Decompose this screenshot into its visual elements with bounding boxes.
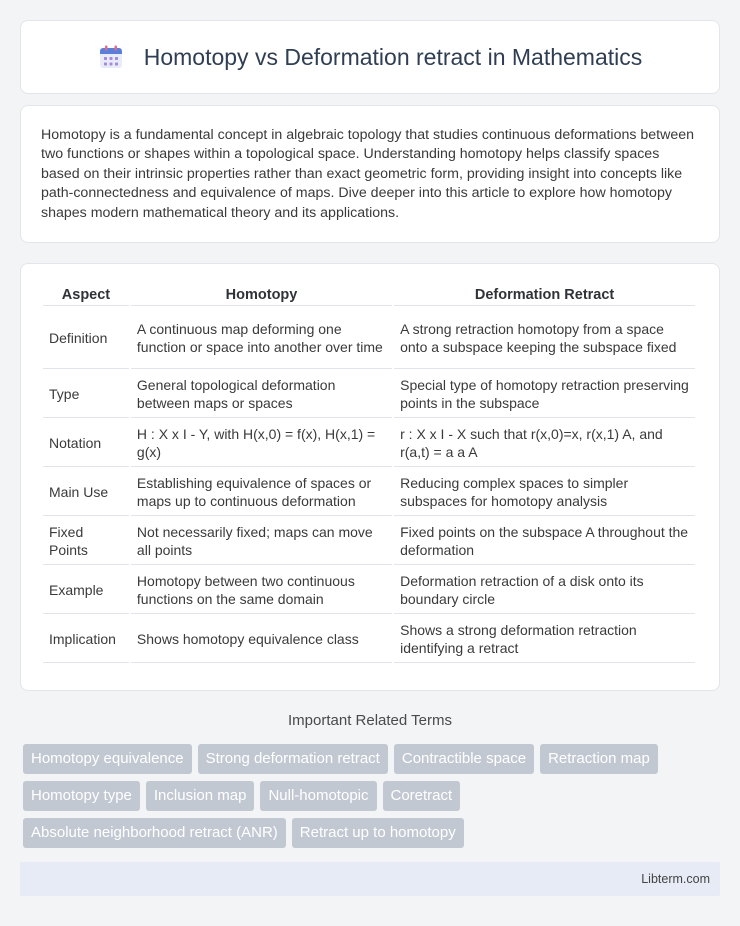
header-card bbox=[20, 20, 720, 94]
table-cell: General topological deformation between maps or spaces bbox=[131, 371, 392, 418]
term-tag[interactable]: Strong deformation retract bbox=[198, 744, 388, 774]
table-cell: Deformation retraction of a disk onto its boundary circle bbox=[394, 567, 695, 614]
term-tag[interactable]: Retraction map bbox=[540, 744, 658, 774]
footer bbox=[20, 862, 720, 896]
table-header-row bbox=[43, 286, 695, 306]
intro-paragraph: Homotopy is a fundamental concept in algebraic topology that studies continuous deformations between two functions or shapes within a topological space. Understanding homotopy helps classify spaces based on their intrinsic properties rather than exact geometric form, providing insight into concepts like path-connectedness and equivalence of maps. Dive deeper into this article to explore how homotopy shapes modern mathematical theory and its applications. bbox=[41, 127, 695, 221]
table-row bbox=[43, 420, 695, 467]
table-cell: Homotopy between two continuous functions on the same domain bbox=[131, 567, 392, 614]
table-cell: Shows homotopy equivalence class bbox=[131, 616, 392, 663]
table-cell: Definition bbox=[43, 308, 129, 369]
table-cell: Example bbox=[43, 567, 129, 614]
table-row bbox=[43, 567, 695, 614]
term-tag[interactable]: Inclusion map bbox=[146, 781, 255, 811]
table-row bbox=[43, 469, 695, 516]
table-cell: Shows a strong deformation retraction identifying a retract bbox=[394, 616, 695, 663]
footer-site-link[interactable]: Libterm.com bbox=[641, 872, 710, 886]
column-header: Homotopy bbox=[131, 286, 392, 306]
table-cell: H : X x I - Y, with H(x,0) = f(x), H(x,1) = g(x) bbox=[131, 420, 392, 467]
table-cell: Establishing equivalence of spaces or maps up to continuous deformation bbox=[131, 469, 392, 516]
header bbox=[98, 44, 643, 71]
table-cell: Implication bbox=[43, 616, 129, 663]
term-tag[interactable]: Retract up to homotopy bbox=[292, 818, 464, 848]
table-cell: Not necessarily fixed; maps can move all points bbox=[131, 518, 392, 565]
table-cell: Reducing complex spaces to simpler subspaces for homotopy analysis bbox=[394, 469, 695, 516]
table-row bbox=[43, 371, 695, 418]
table-row bbox=[43, 616, 695, 663]
table-cell: Fixed Points bbox=[43, 518, 129, 565]
term-tag[interactable]: Null-homotopic bbox=[260, 781, 376, 811]
table-cell: Special type of homotopy retraction preserving points in the subspace bbox=[394, 371, 695, 418]
table-row bbox=[43, 518, 695, 565]
column-header: Deformation Retract bbox=[394, 286, 695, 306]
column-header: Aspect bbox=[43, 286, 129, 306]
table-cell: Type bbox=[43, 371, 129, 418]
table-cell: r : X x I - X such that r(x,0)=x, r(x,1) A, and r(a,t) = a a A bbox=[394, 420, 695, 467]
tag-row bbox=[23, 781, 723, 811]
calendar-icon bbox=[98, 44, 124, 70]
related-terms bbox=[23, 744, 723, 855]
term-tag[interactable]: Homotopy equivalence bbox=[23, 744, 192, 774]
term-tag[interactable]: Contractible space bbox=[394, 744, 534, 774]
table-cell: Main Use bbox=[43, 469, 129, 516]
term-tag[interactable]: Coretract bbox=[383, 781, 461, 811]
table-cell: Fixed points on the subspace A throughout the deformation bbox=[394, 518, 695, 565]
table-row bbox=[43, 308, 695, 369]
comparison-table-card bbox=[20, 263, 720, 691]
intro-card bbox=[20, 105, 720, 243]
table-cell: Notation bbox=[43, 420, 129, 467]
tag-row bbox=[23, 744, 723, 774]
tag-row bbox=[23, 818, 723, 848]
comparison-table bbox=[41, 284, 697, 665]
page-title: Homotopy vs Deformation retract in Mathematics bbox=[143, 43, 643, 70]
term-tag[interactable]: Homotopy type bbox=[23, 781, 140, 811]
term-tag[interactable]: Absolute neighborhood retract (ANR) bbox=[23, 818, 286, 848]
table-cell: A strong retraction homotopy from a space onto a subspace keeping the subspace fixed bbox=[394, 308, 695, 369]
related-terms-title: Important Related Terms bbox=[288, 712, 452, 729]
table-cell: A continuous map deforming one function or space into another over time bbox=[131, 308, 392, 369]
